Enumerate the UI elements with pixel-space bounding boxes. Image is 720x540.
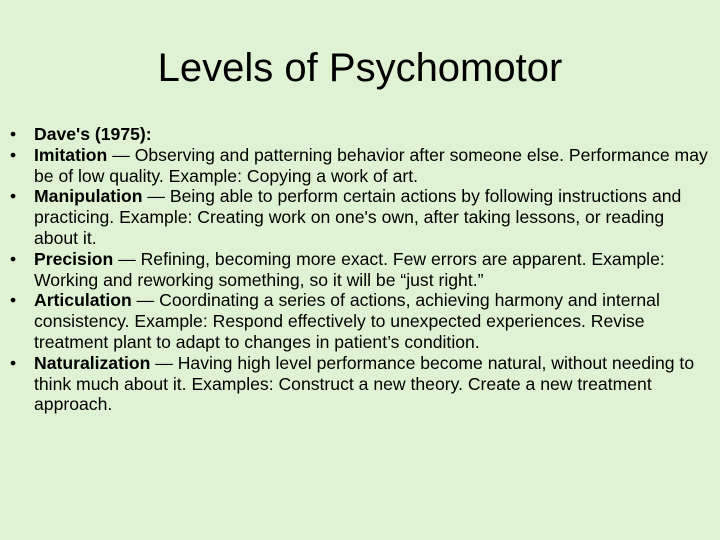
bullet-item-articulation	[10, 290, 710, 352]
bullet-term: Articulation	[34, 290, 132, 311]
bullet-item-naturalization	[10, 353, 710, 415]
bullet-icon: •	[10, 290, 17, 311]
bullet-separator: —	[131, 290, 160, 311]
bullet-text: Observing and patterning behavior after someone else. Performance may be of low quality. Example: Copying a work of art.	[34, 144, 708, 186]
bullet-term: Imitation	[34, 144, 108, 165]
bullet-item-manipulation	[10, 186, 710, 248]
bullet-separator: —	[107, 144, 135, 165]
bullet-term: Manipulation	[34, 186, 143, 207]
bullet-item-daves	[10, 124, 710, 145]
bullet-term: Dave's (1975):	[34, 124, 152, 144]
bullet-text: Having high level performance become natural, without needing to think much about it. Examples: Construct a new theory. Create a new treatment approach.	[34, 352, 695, 415]
bullet-text: Coordinating a series of actions, achieving harmony and internal consistency. Example: Respond effectively to unexpected experiences. Revise treatment plant to adapt to changes in patient’s condition.	[34, 290, 660, 352]
bullet-icon: •	[10, 248, 17, 269]
bullet-icon: •	[10, 144, 17, 165]
bullet-text: Being able to perform certain actions by following instructions and practicing. Example: Creating work on one's own, after taking lessons, or reading about it.	[34, 186, 682, 248]
bullet-term: Precision	[34, 248, 114, 269]
bullet-item-imitation	[10, 145, 710, 187]
bullet-term: Naturalization	[34, 352, 151, 373]
bullet-separator: —	[142, 186, 170, 207]
bullet-icon: •	[10, 352, 17, 373]
bullet-separator: —	[150, 352, 178, 373]
bullet-item-precision	[10, 249, 710, 291]
slide-title: Levels of Psychomotor	[157, 46, 563, 90]
bullet-text: Refining, becoming more exact. Few errors are apparent. Example: Working and reworking something, so it will be “just right.”	[34, 248, 665, 290]
bullet-list	[10, 124, 710, 415]
bullet-separator: —	[113, 248, 141, 269]
bullet-icon: •	[10, 124, 17, 144]
bullet-icon: •	[10, 186, 17, 207]
